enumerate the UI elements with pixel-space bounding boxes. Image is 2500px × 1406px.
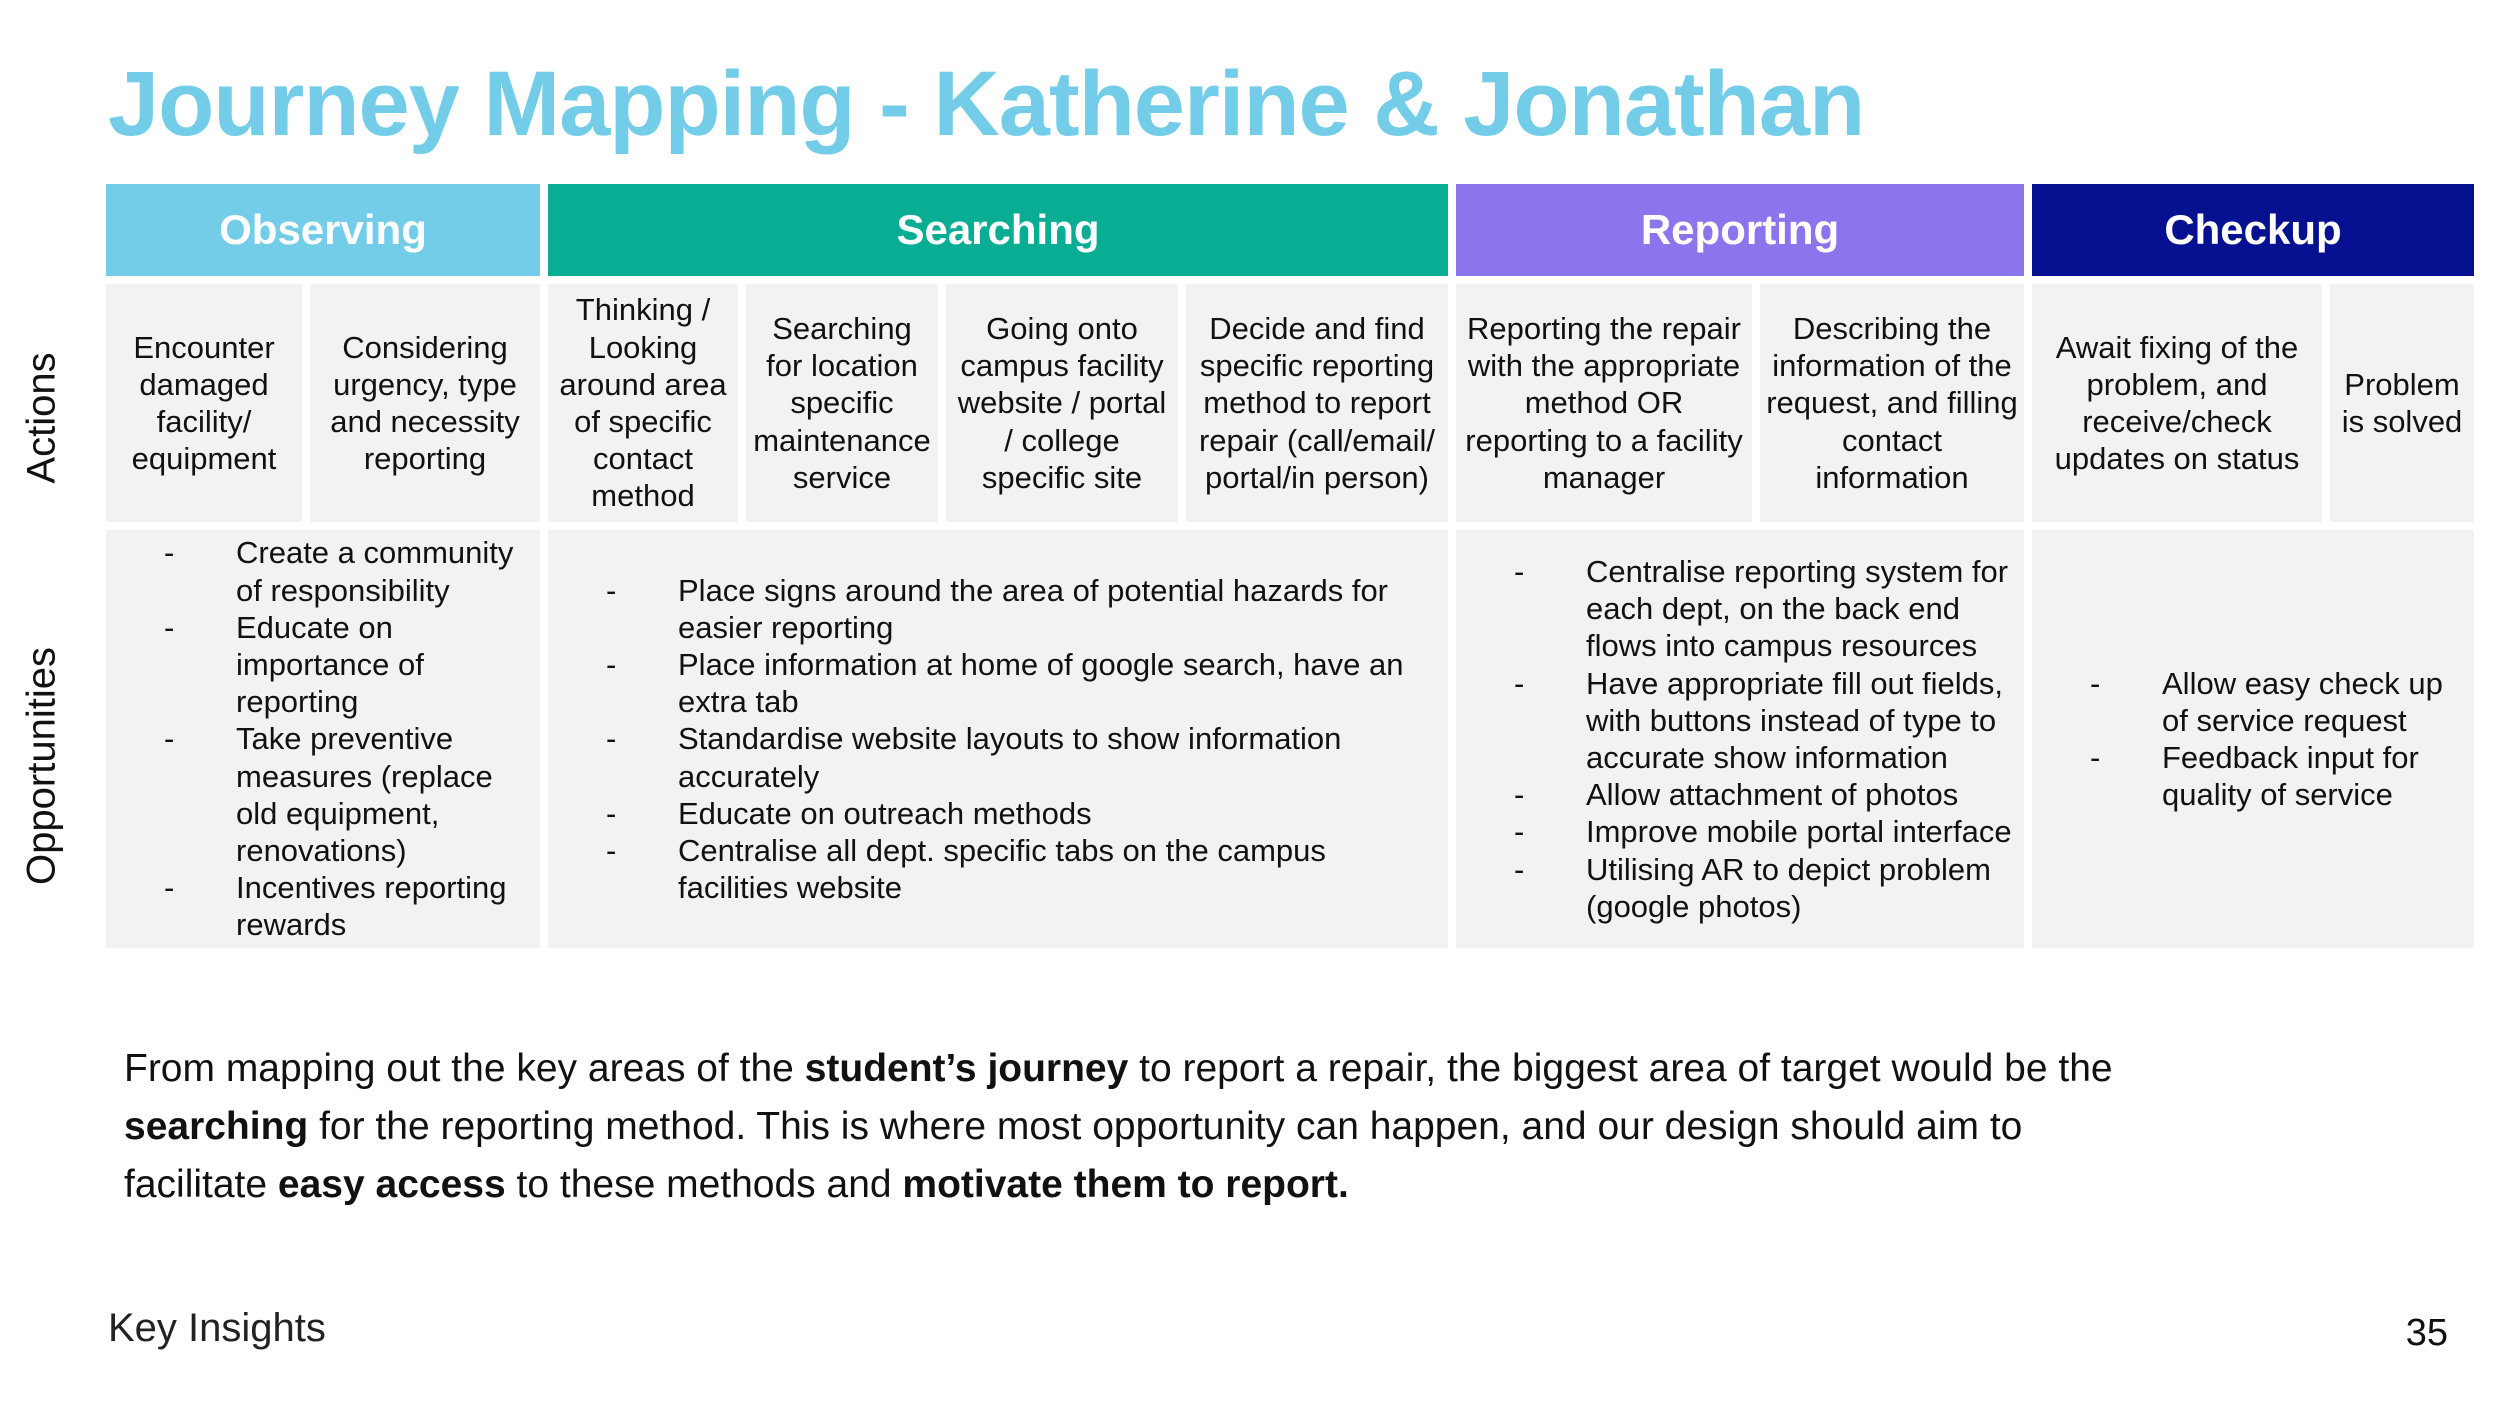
- opportunity-item: - Have appropriate fill out fields, with buttons instead of type to accurate show information: [1456, 665, 2024, 777]
- stage-header-observing: Observing: [106, 184, 540, 276]
- opportunity-item: - Educate on importance of reporting: [106, 609, 540, 721]
- opportunity-item: - Educate on outreach methods: [548, 795, 1448, 832]
- page-number: 35: [2405, 1312, 2448, 1354]
- insight-summary: [124, 1040, 2124, 1214]
- stage-header-checkup: Checkup: [2032, 184, 2474, 276]
- summary-text: to these methods and: [505, 1163, 903, 1206]
- slide-title: Journey Mapping - Katherine & Jonathan: [108, 53, 1865, 155]
- opportunity-item: - Incentives reporting rewards: [106, 869, 540, 943]
- opportunity-item: - Utilising AR to depict problem (google photos): [1456, 851, 2024, 925]
- opportunities-searching: [548, 530, 1448, 948]
- action-cell-describing: Describing the information of the request, and filling contact information: [1760, 284, 2024, 522]
- opportunity-item: - Improve mobile portal interface: [1456, 813, 2024, 850]
- opportunity-item: - Create a community of responsibility: [106, 534, 540, 608]
- summary-text: for the reporting method. This is where most opportunity can happen, and our design should aim to facilitate: [124, 1105, 2023, 1206]
- opportunity-item: - Centralise all dept. specific tabs on the campus facilities website: [548, 832, 1448, 906]
- opportunity-item: - Allow attachment of photos: [1456, 776, 2024, 813]
- opportunity-item: - Place information at home of google search, have an extra tab: [548, 646, 1448, 720]
- opportunity-item: - Standardise website layouts to show information accurately: [548, 720, 1448, 794]
- opportunities-checkup: [2032, 530, 2474, 948]
- opportunities-observing: [106, 530, 540, 948]
- action-cell-considering: Considering urgency, type and necessity reporting: [310, 284, 540, 522]
- row-label-opportunities: Opportunities: [19, 647, 64, 885]
- opportunity-item: - Centralise reporting system for each dept, on the back end flows into campus resources: [1456, 553, 2024, 665]
- action-cell-encounter: Encounter damaged facility/ equipment: [106, 284, 302, 522]
- row-label-actions: Actions: [19, 352, 64, 484]
- opportunities-reporting: [1456, 530, 2024, 948]
- action-cell-await: Await fixing of the problem, and receive/check updates on status: [2032, 284, 2322, 522]
- opportunity-item: - Take preventive measures (replace old equipment, renovations): [106, 720, 540, 869]
- stage-header-reporting: Reporting: [1456, 184, 2024, 276]
- action-cell-thinking: Thinking / Looking around area of specific contact method: [548, 284, 738, 522]
- action-cell-solved: Problem is solved: [2330, 284, 2474, 522]
- action-cell-searching-location: Searching for location specific maintenance service: [746, 284, 938, 522]
- opportunity-item: - Feedback input for quality of service: [2032, 739, 2474, 813]
- opportunity-item: - Place signs around the area of potential hazards for easier reporting: [548, 572, 1448, 646]
- summary-emphasis: student’s journey: [804, 1047, 1129, 1090]
- action-cell-campus-website: Going onto campus facility website / portal / college specific site: [946, 284, 1178, 522]
- action-cell-reporting-repair: Reporting the repair with the appropriate method OR reporting to a facility manager: [1456, 284, 1752, 522]
- opportunity-item: - Allow easy check up of service request: [2032, 665, 2474, 739]
- stage-header-searching: Searching: [548, 184, 1448, 276]
- summary-emphasis: motivate them to report.: [902, 1163, 1349, 1206]
- summary-emphasis: easy access: [277, 1163, 506, 1206]
- section-label: Key Insights: [108, 1306, 326, 1350]
- action-cell-decide-method: Decide and find specific reporting method to report repair (call/email/ portal/in person): [1186, 284, 1448, 522]
- summary-emphasis: searching: [124, 1105, 309, 1148]
- summary-text: From mapping out the key areas of the: [124, 1047, 805, 1090]
- summary-text: to report a repair, the biggest area of target would be the: [1128, 1047, 2113, 1090]
